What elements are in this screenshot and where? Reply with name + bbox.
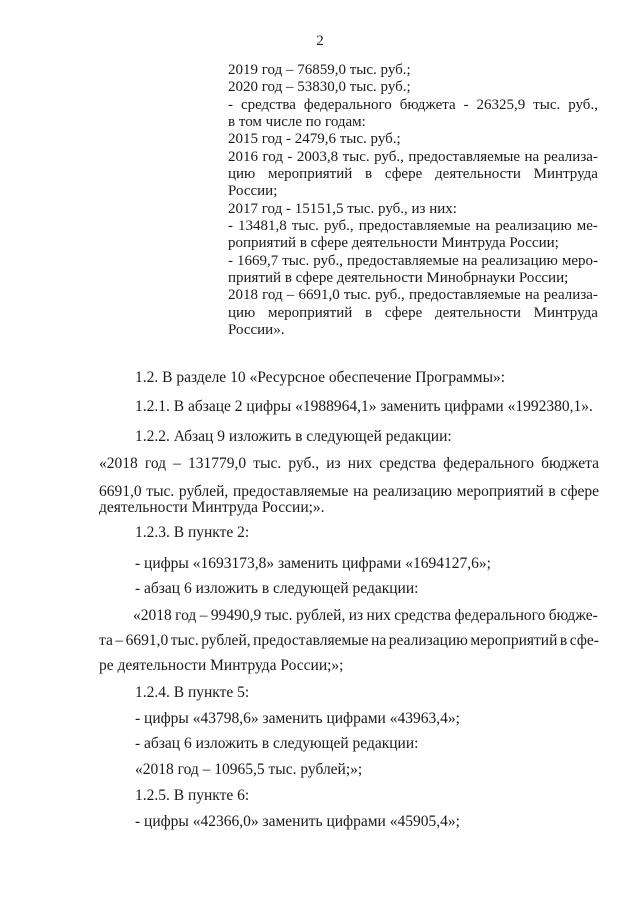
word: цию: [228, 166, 256, 182]
word: из: [326, 455, 341, 472]
word: –: [115, 632, 124, 649]
word: –: [199, 607, 208, 624]
word: рублей,: [295, 607, 346, 624]
budget-line: [228, 305, 598, 322]
word: руб.,: [313, 253, 343, 269]
word: мероприятий: [268, 166, 353, 182]
word: Минтруда: [533, 305, 598, 321]
word: средства: [394, 607, 452, 624]
word: руб.,: [323, 218, 354, 234]
budget-line: в том числе по годам:: [228, 114, 366, 130]
budget-line: 2020 год – 53830,0 тыс. руб.;: [228, 79, 411, 95]
word: бюджета: [541, 455, 599, 472]
word: –: [173, 455, 181, 472]
word: деятельности: [435, 166, 521, 182]
word: средства: [240, 97, 296, 113]
word: тыс.: [343, 287, 371, 303]
amendment-line: [133, 607, 598, 625]
word: 13481,8: [238, 218, 287, 234]
word: тыс.: [253, 455, 282, 472]
word: руб.,: [288, 455, 320, 472]
word: сфере: [384, 305, 423, 321]
word: -: [287, 149, 293, 165]
budget-line: 2019 год – 76859,0 тыс. руб.;: [228, 62, 411, 78]
word: тыс.: [264, 607, 293, 624]
word: «2018: [133, 607, 172, 624]
word: руб.,: [374, 149, 404, 165]
word: 99490,9: [210, 607, 262, 624]
word: сфере: [384, 166, 423, 182]
word: мероприятий: [268, 305, 353, 321]
word: деятельности: [435, 305, 521, 321]
amendment-line: 1.2.3. В пункте 2:: [135, 524, 250, 541]
budget-line: приятий в сфере деятельности Минобрнауки России;: [228, 270, 569, 286]
word: ме-: [576, 218, 598, 234]
amendment-line: - абзац 6 изложить в следующей редакции:: [135, 735, 419, 752]
word: бюдже-: [548, 607, 598, 624]
amendment-line: 1.2.5. В пункте 6:: [135, 787, 250, 804]
budget-line: [228, 149, 598, 166]
word: предоставляемые: [232, 483, 349, 500]
word: та: [99, 632, 113, 649]
word: год: [262, 287, 283, 303]
word: федерального: [443, 455, 535, 472]
word: 26325,9: [476, 97, 526, 113]
amendment-line: «2018 год – 10965,5 тыс. рублей;»;: [135, 761, 363, 778]
word: реализа-: [543, 149, 598, 165]
word: них: [347, 455, 373, 472]
budget-line: России».: [228, 322, 285, 338]
budget-line: [228, 166, 598, 183]
word: «2018: [99, 455, 138, 472]
word: тыс.: [291, 218, 319, 234]
word: реализацию: [481, 253, 558, 269]
word: -: [228, 253, 233, 269]
word: -: [463, 97, 469, 113]
word: мероприятий: [456, 483, 544, 500]
amendment-line: 1.2.1. В абзаце 2 цифры «1988964,1» заменить цифрами «1992380,1».: [135, 398, 593, 415]
word: них: [366, 607, 391, 624]
amendment-line: - цифры «42366,0» заменить цифрами «45905,4»;: [135, 813, 460, 830]
word: сфере: [560, 483, 599, 500]
word: реализацию: [495, 218, 572, 234]
word: на: [524, 287, 540, 303]
word: на: [371, 632, 387, 649]
word: тыс.: [342, 149, 370, 165]
amendment-line: - цифры «43798,6» заменить цифрами «43963,4»;: [135, 710, 460, 727]
word: на: [475, 218, 491, 234]
word: предоставляемые: [358, 218, 471, 234]
word: год: [262, 149, 283, 165]
word: 2018: [228, 287, 258, 303]
word: реализацию: [372, 483, 452, 500]
budget-line: [228, 253, 598, 270]
budget-line: [228, 97, 598, 114]
amendment-line: ре деятельности Минтруда России;»;: [99, 657, 344, 674]
word: рублей,: [178, 483, 229, 500]
word: предоставляемые: [346, 253, 459, 269]
word: 1669,7: [236, 253, 279, 269]
word: Минтруда: [533, 166, 598, 182]
word: 6691,0: [99, 483, 142, 500]
word: бюджета: [399, 97, 456, 113]
word: в: [365, 166, 373, 182]
word: -: [228, 218, 233, 234]
word: руб.,: [568, 97, 598, 113]
word: тыс.: [282, 253, 310, 269]
word: –: [286, 287, 295, 303]
word: из: [348, 607, 364, 624]
amendment-line: [99, 455, 599, 473]
word: в: [548, 483, 556, 500]
word: в: [559, 632, 568, 649]
word: на: [524, 149, 540, 165]
amendment-line: - абзац 6 изложить в следующей редакции:: [135, 580, 419, 597]
word: 6691,0: [298, 287, 340, 303]
word: 131779,0: [188, 455, 247, 472]
amendment-line: 1.2. В разделе 10 «Ресурсное обеспечение Программы»:: [135, 369, 506, 386]
word: на: [462, 253, 478, 269]
amendment-line: 1.2.2. Абзац 9 изложить в следующей редакции:: [135, 428, 452, 445]
word: 2016: [228, 149, 258, 165]
word: реализацию: [388, 632, 468, 649]
word: меро-: [561, 253, 598, 269]
word: год: [175, 607, 197, 624]
amendment-line: 1.2.4. В пункте 5:: [135, 684, 250, 701]
word: руб.,: [375, 287, 405, 303]
word: предоставляемые: [253, 632, 369, 649]
word: -: [228, 97, 233, 113]
amendment-line: деятельности Минтруда России;».: [99, 499, 325, 516]
amendment-line: [99, 632, 599, 650]
budget-line: России;: [228, 183, 278, 199]
word: сфе-: [569, 632, 599, 649]
word: рублей,: [201, 632, 251, 649]
word: тыс.: [533, 97, 561, 113]
word: федерального: [303, 97, 392, 113]
word: цию: [228, 305, 256, 321]
word: мероприятий: [470, 632, 558, 649]
page-number: 2: [316, 33, 324, 49]
budget-line: [228, 287, 598, 304]
word: тыс.: [146, 483, 175, 500]
budget-line: [228, 218, 598, 235]
word: средства: [379, 455, 437, 472]
budget-line: роприятий в сфере деятельности Минтруда России;: [228, 235, 559, 251]
word: в: [365, 305, 373, 321]
word: на: [353, 483, 369, 500]
word: предоставляемые: [408, 287, 521, 303]
amendment-line: - цифры «1693173,8» заменить цифрами «1694127,6»;: [135, 555, 491, 572]
budget-line: 2017 год - 15151,5 тыс. руб., из них:: [228, 201, 457, 217]
word: 2003,8: [296, 149, 339, 165]
word: федерального: [454, 607, 546, 624]
budget-line: 2015 год - 2479,6 тыс. руб.;: [228, 131, 401, 147]
word: тыс.: [170, 632, 199, 649]
word: реализа-: [543, 287, 598, 303]
word: предоставляемые: [408, 149, 521, 165]
word: 6691,0: [125, 632, 169, 649]
word: год: [144, 455, 167, 472]
